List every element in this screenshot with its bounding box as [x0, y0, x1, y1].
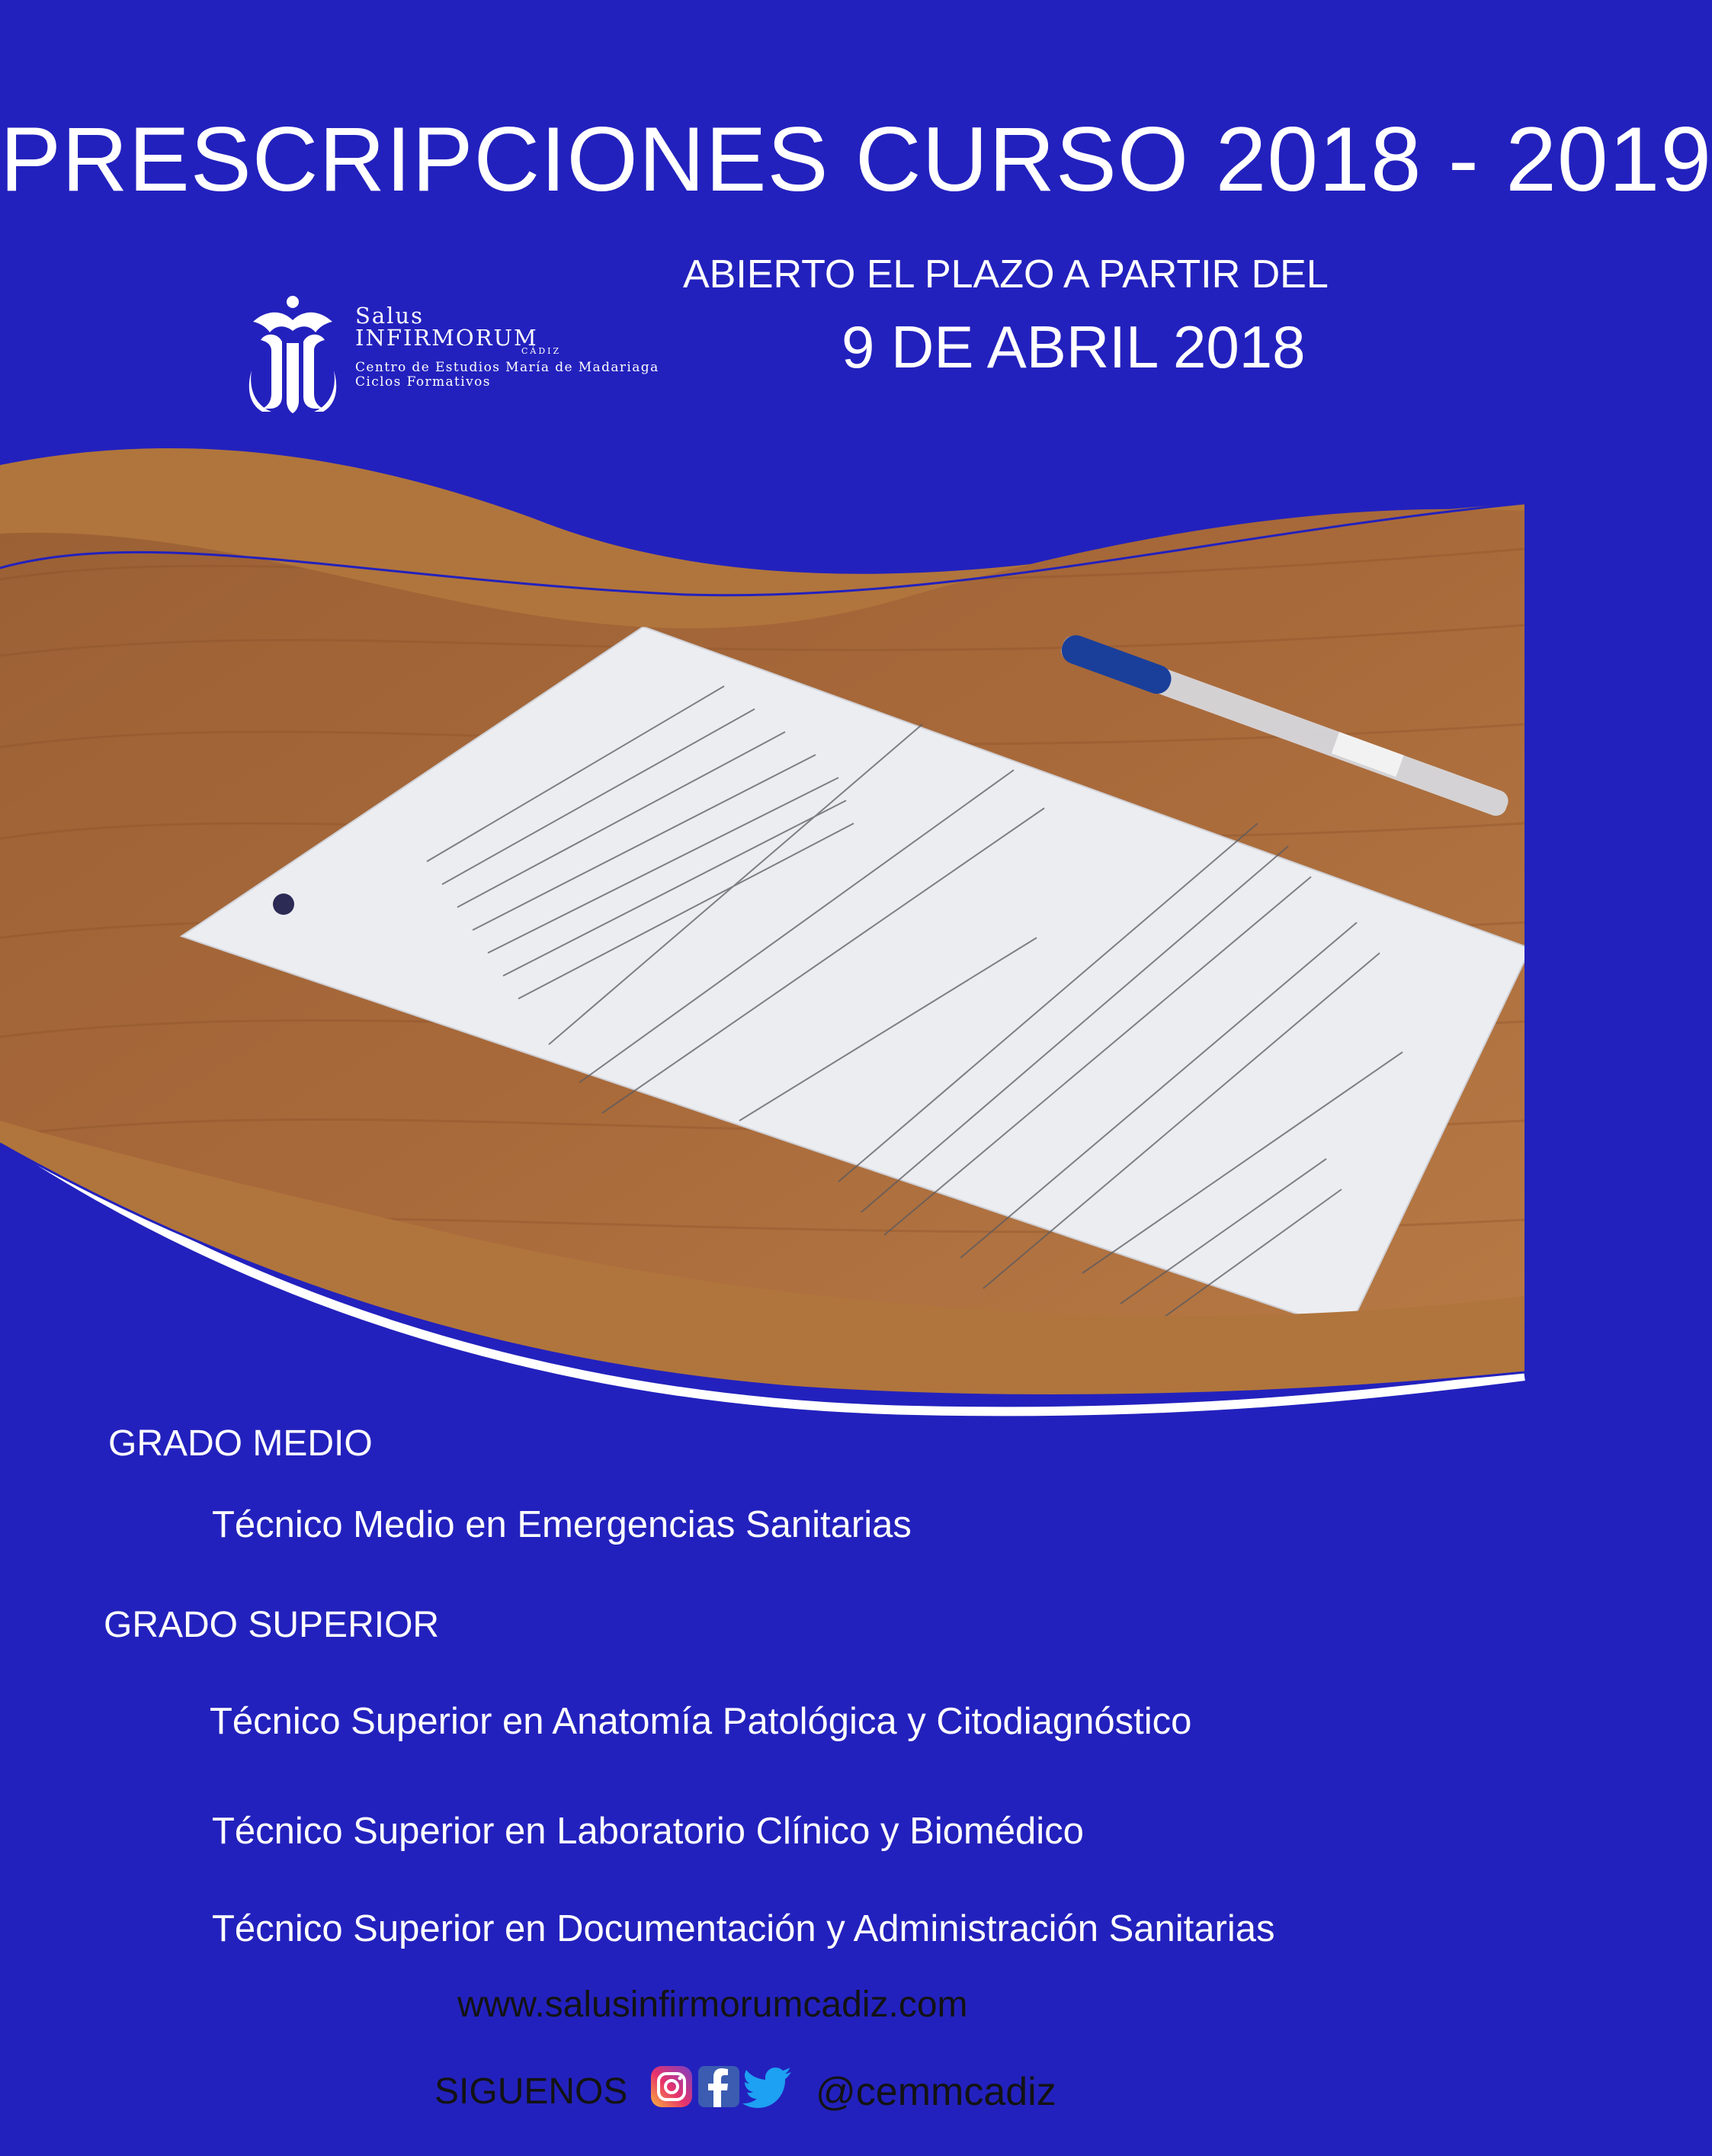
course-item: Técnico Superior en Documentación y Administración Sanitarias	[212, 1908, 1275, 1949]
twitter-icon[interactable]	[744, 2065, 793, 2109]
logo-line-infirmorum: INFIRMORUM	[355, 325, 538, 351]
logo-line-salus: Salus	[355, 303, 424, 329]
facebook-icon[interactable]	[697, 2065, 741, 2109]
follow-label: SIGUENOS	[434, 2071, 628, 2112]
course-item: Técnico Superior en Anatomía Patológica y Citodiagnóstico	[210, 1701, 1192, 1742]
logo-line-centro: Centro de Estudios María de Madariaga	[355, 360, 659, 375]
course-item: Técnico Superior en Laboratorio Clínico y Biomédico	[212, 1811, 1084, 1852]
logo-line-cadiz: CÁDIZ	[521, 346, 562, 356]
course-item: Técnico Medio en Emergencias Sanitarias	[212, 1504, 912, 1545]
website-link[interactable]: www.salusinfirmorumcadiz.com	[457, 1984, 968, 2025]
social-handle[interactable]: @cemmcadiz	[816, 2070, 1056, 2114]
open-label: ABIERTO EL PLAZO A PARTIR DEL	[683, 252, 1329, 297]
poster-title: PRESCRIPCIONES CURSO 2018 - 2019	[0, 108, 1712, 210]
salus-infirmorum-logo-icon	[245, 294, 340, 413]
instagram-icon[interactable]	[649, 2065, 694, 2109]
open-date: 9 DE ABRIL 2018	[842, 313, 1306, 380]
grado-medio-heading: GRADO MEDIO	[108, 1423, 373, 1464]
grado-superior-heading: GRADO SUPERIOR	[104, 1605, 440, 1645]
logo-line-ciclos: Ciclos Formativos	[355, 374, 491, 390]
logo-text	[355, 305, 659, 390]
